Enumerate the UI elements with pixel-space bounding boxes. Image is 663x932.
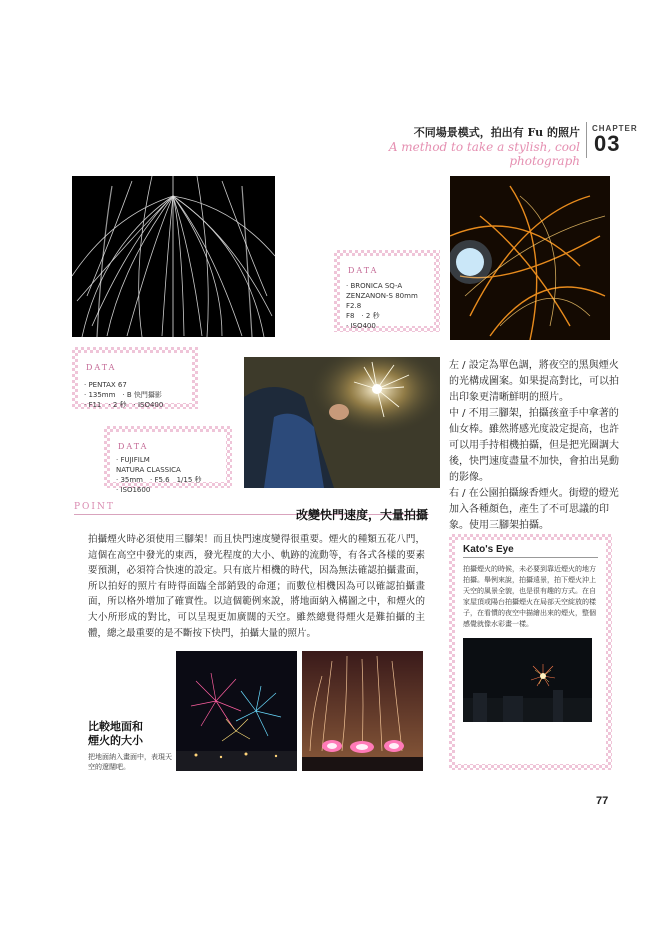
chapter-label: CHAPTER bbox=[592, 124, 638, 133]
data-tag: DATA bbox=[86, 363, 117, 372]
data-line: · 35mm · F5.6 1/15 秒 bbox=[116, 476, 202, 484]
caption-middle: 中 / 不用三腳架，拍攝孩童手中拿著的仙女棒。雖然將感光度設定提高，也許可以用手持相機拍攝，但是把光圈調大後，快門速度盡量不加快，會拍出晃動的影像。 bbox=[449, 408, 619, 483]
data-line: · PENTAX 67 bbox=[84, 381, 127, 389]
data-line: NATURA CLASSICA bbox=[116, 466, 181, 474]
point-heading: 改變快門速度，大量拍攝 bbox=[295, 508, 428, 522]
bw-fireworks-photo bbox=[72, 176, 275, 337]
katos-eye-text: 拍攝煙火的時候，未必要到靠近煙火的地方拍攝。舉例來說，拍攝遠景，拍下煙火沖上天空的風景全貌，也是很有趣的方式。在自家屋頂或陽台拍攝煙火在局部天空綻放的樣子，在看慣的夜空中描繪出來的煙火，整個感覺就像水彩畫一樣。 bbox=[463, 565, 596, 628]
data-tag: DATA bbox=[348, 266, 379, 275]
page-number: 77 bbox=[596, 795, 609, 807]
data-line: F8 · 2 秒 bbox=[346, 312, 380, 320]
comparison-title-line2: 煙火的大小 bbox=[88, 734, 143, 747]
chapter-heading: 不同場景模式，拍出有 Fu 的照片 bbox=[413, 126, 580, 139]
comparison-title-line1: 比較地面和 bbox=[88, 720, 143, 733]
distant-fireworks-photo bbox=[463, 638, 592, 722]
child-sparkler-photo bbox=[244, 357, 440, 488]
ground-comparison-photo-1 bbox=[176, 651, 297, 771]
data-box-left bbox=[72, 347, 198, 409]
street-light-fireworks-photo bbox=[450, 176, 610, 340]
photo-captions bbox=[449, 358, 619, 534]
data-line: · F11 · 2 秒 · ISO400 bbox=[84, 401, 164, 409]
header-divider bbox=[586, 122, 587, 158]
comparison-text: 把地面納入畫面中，表現天空的遼闊吧。 bbox=[88, 753, 172, 771]
point-tag: POINT bbox=[74, 502, 115, 512]
data-line: · ISO400 bbox=[346, 322, 376, 330]
data-box-middle bbox=[104, 426, 232, 494]
chapter-number: 03 bbox=[594, 131, 621, 156]
data-box-top bbox=[334, 250, 440, 332]
ground-comparison-photo-2 bbox=[302, 651, 423, 771]
point-body: 拍攝煙火時必須使用三腳架！而且快門速度變得很重要。煙火的種類五花八門，這個在高空中發光的東西，發光程度的大小、軌跡的流動等，有各式各樣的要素要預測，必須符合快速的設定。只有底片相機的時代，因為無法確認拍攝畫面，所以拍好的照片有時得面臨全部銷毀的命運；而數位相機因為可以確認拍攝畫面，所以格外增加了確實性。以這個範例來說，將地面納入構圖之中，和煙火的大小所形成的對比，可以呈現更加廣闊的天空。雖然總覺得煙火是難拍攝的主體，總之最重要的是不斷按下快門，拍攝大量的照片。 bbox=[88, 534, 425, 639]
data-line: · BRONICA SQ-A bbox=[346, 282, 403, 290]
data-line: · 135mm · B 快門攝影 bbox=[84, 391, 162, 399]
katos-eye-box bbox=[449, 534, 612, 770]
data-line: F2.8 bbox=[346, 302, 362, 310]
data-line: · ISO1600 bbox=[116, 486, 151, 494]
data-line: · FUJIFILM bbox=[116, 456, 150, 464]
data-tag: DATA bbox=[118, 442, 149, 451]
caption-left: 左 / 設定為單色調，將夜空的黑與煙火的光構成圖案。如果提高對比，可以拍出印象更清晰鮮明的照片。 bbox=[449, 360, 619, 403]
comparison-title bbox=[88, 720, 143, 748]
chapter-subtitle: A method to take a stylish, cool photograph bbox=[388, 140, 580, 168]
data-line: ZENZANON-S 80mm bbox=[346, 292, 418, 300]
caption-right: 右 / 在公園拍攝線香煙火。街燈的燈光加入各種顏色，產生了不可思議的印象。使用三腳架拍攝。 bbox=[449, 488, 619, 531]
katos-eye-heading: Kato's Eye bbox=[463, 544, 598, 558]
